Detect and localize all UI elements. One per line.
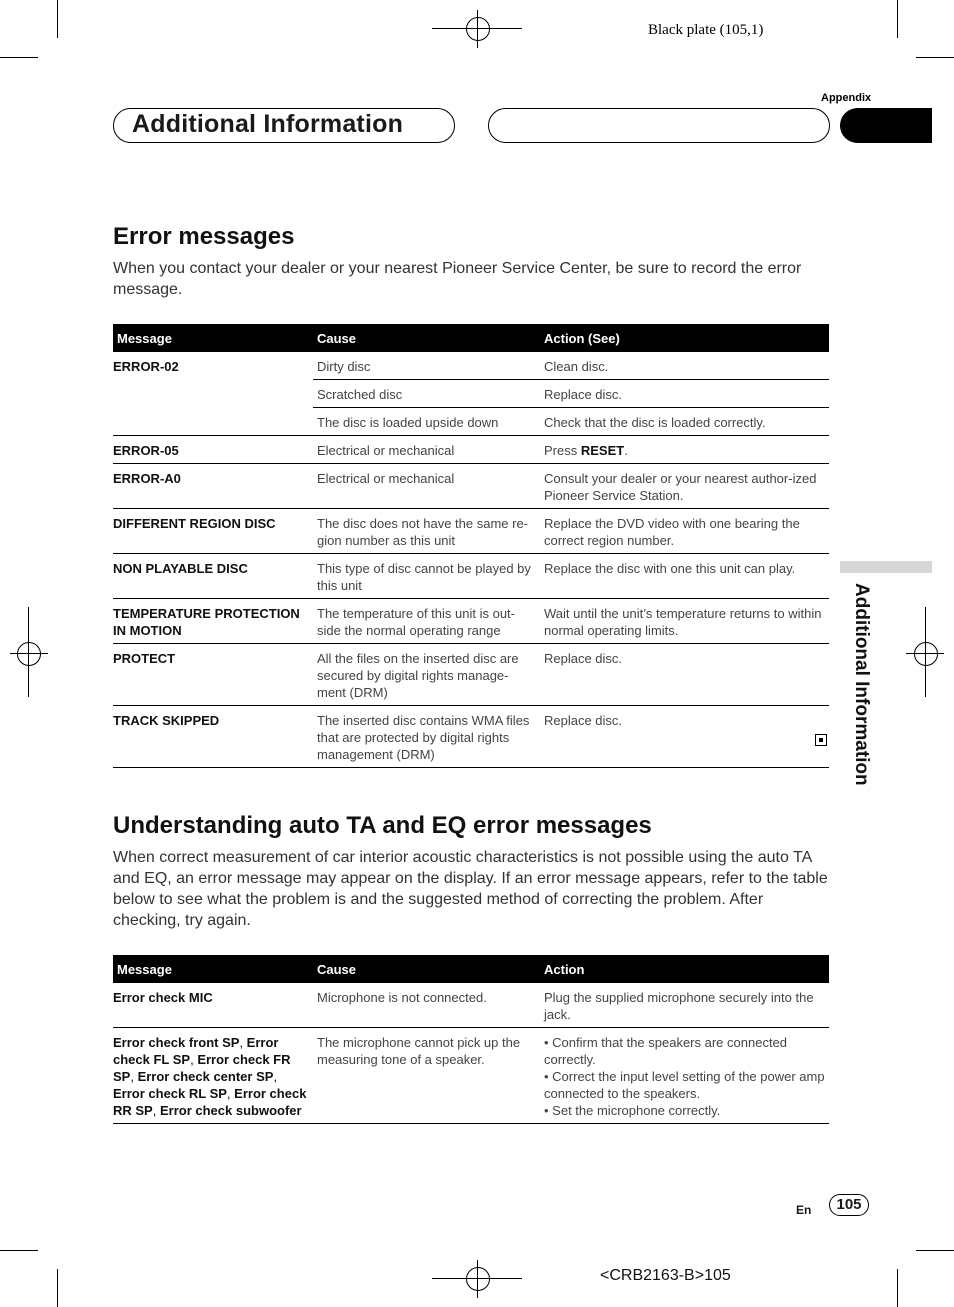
column-header: Action (See) [540, 324, 829, 352]
cause-cell: Scratched disc [313, 380, 540, 408]
error-message-name: Error check FR SP [113, 1052, 291, 1084]
registration-circle-icon [466, 1267, 490, 1291]
registration-circle-icon [17, 642, 41, 666]
table-row [113, 983, 829, 1028]
header-title: Additional Information [132, 110, 404, 138]
table-row [113, 706, 829, 768]
cause-cell: Dirty disc [313, 352, 540, 380]
auto-ta-eq-intro: When correct measurement of car interior acoustic characteristics is not possible using the auto TA and EQ, an error message may appear on the display. If an error message appears, refer to the table below to see what the problem is and the suggested method of correcting the problem. After checking, try again. [113, 849, 828, 929]
action-text: Press [544, 443, 581, 458]
auto-ta-eq-table [113, 955, 829, 1124]
message-cell: NON PLAYABLE DISC [113, 554, 313, 599]
error-message-name: Error check subwoofer [159, 1103, 302, 1118]
separator: , [226, 1086, 235, 1101]
separator: , [190, 1052, 198, 1067]
message-cell: ERROR-A0 [113, 464, 313, 509]
action-bullet: • Confirm that the speakers are connected correctly. [544, 1035, 788, 1067]
header-black-tab [840, 108, 932, 143]
column-header: Action [540, 955, 829, 983]
table-row [113, 1028, 829, 1124]
header-title-pill [113, 108, 455, 143]
table-row [113, 352, 829, 380]
action-cell: Replace disc. [540, 644, 829, 706]
action-cell: Check that the disc is loaded correctly. [540, 408, 829, 436]
end-of-section-icon [815, 734, 827, 746]
error-message-name: Error check FL SP [113, 1035, 279, 1067]
separator: , [152, 1103, 160, 1118]
action-cell: Clean disc. [540, 352, 829, 380]
crop-mark [57, 0, 58, 38]
table-row [113, 644, 829, 706]
message-cell: ERROR-02 [113, 352, 313, 436]
column-header: Message [113, 324, 313, 352]
cause-cell: Microphone is not connected. [313, 983, 540, 1028]
action-cell [540, 1028, 829, 1124]
side-tab-label: Additional Information [851, 583, 872, 786]
separator: , [273, 1069, 278, 1084]
cause-cell: The inserted disc contains WMA files that are protected by digital rights management (DRM) [313, 706, 540, 768]
crop-mark [0, 57, 38, 58]
registration-circle-icon [466, 17, 490, 41]
crop-mark [916, 1250, 954, 1251]
crop-mark [897, 0, 898, 38]
table-header-row [113, 324, 829, 352]
action-cell: Plug the supplied microphone securely into the jack. [540, 983, 829, 1028]
cause-cell: Electrical or mechanical [313, 464, 540, 509]
table-row [113, 436, 829, 464]
error-message-name: Error check center SP [137, 1069, 274, 1084]
message-cell: DIFFERENT REGION DISC [113, 509, 313, 554]
crop-mark [916, 57, 954, 58]
cause-cell: The microphone cannot pick up the measuring tone of a speaker. [313, 1028, 540, 1124]
action-bullet: • Correct the input level setting of the power amp connected to the speakers. [544, 1069, 825, 1101]
message-cell: TRACK SKIPPED [113, 706, 313, 768]
table-row [113, 464, 829, 509]
cause-cell: All the files on the inserted disc are secured by digital rights manage-ment (DRM) [313, 644, 540, 706]
action-cell: Replace disc. [540, 706, 829, 768]
language-label: En [796, 1203, 812, 1217]
action-bullet: • Set the microphone correctly. [544, 1103, 721, 1118]
action-cell: Wait until the unit’s temperature returns to within normal operating limits. [540, 599, 829, 644]
column-header: Message [113, 955, 313, 983]
error-messages-heading: Error messages [113, 223, 295, 250]
table-row [113, 554, 829, 599]
separator: , [130, 1069, 138, 1084]
message-cell: ERROR-05 [113, 436, 313, 464]
error-message-name: Error check RR SP [113, 1086, 307, 1118]
message-cell: PROTECT [113, 644, 313, 706]
registration-circle-icon [914, 642, 938, 666]
action-cell [540, 436, 829, 464]
document-code: <CRB2163-B>105 [600, 1267, 731, 1284]
cause-cell: This type of disc cannot be played by this unit [313, 554, 540, 599]
error-messages-intro: When you contact your dealer or your nearest Pioneer Service Center, be sure to record the error message. [113, 260, 802, 298]
cause-cell: Electrical or mechanical [313, 436, 540, 464]
action-cell: Consult your dealer or your nearest author-ized Pioneer Service Station. [540, 464, 829, 509]
action-text: . [624, 443, 628, 458]
message-cell: Error check MIC [113, 983, 313, 1028]
cause-cell: The disc does not have the same re-gion number as this unit [313, 509, 540, 554]
error-message-name: Error check front SP [113, 1035, 240, 1050]
page-number: 105 [829, 1194, 869, 1216]
cause-cell: The temperature of this unit is out-side the normal operating range [313, 599, 540, 644]
separator: , [239, 1035, 247, 1050]
crop-mark [897, 1269, 898, 1307]
auto-ta-eq-heading: Understanding auto TA and EQ error messages [113, 812, 652, 839]
error-message-name: Error check RL SP [113, 1086, 227, 1101]
column-header: Cause [313, 324, 540, 352]
column-header: Cause [313, 955, 540, 983]
crop-mark [57, 1269, 58, 1307]
message-cell [113, 1028, 313, 1124]
error-messages-table [113, 324, 829, 768]
table-header-row [113, 955, 829, 983]
table-row [113, 599, 829, 644]
header-empty-pill [488, 108, 830, 143]
side-tab-bar [840, 561, 932, 573]
cause-cell: The disc is loaded upside down [313, 408, 540, 436]
appendix-label: Appendix [821, 92, 872, 104]
table-row [113, 509, 829, 554]
action-cell: Replace disc. [540, 380, 829, 408]
plate-label: Black plate (105,1) [648, 22, 764, 38]
crop-mark [0, 1250, 38, 1251]
action-cell: Replace the DVD video with one bearing the correct region number. [540, 509, 829, 554]
reset-key-label: RESET [580, 443, 625, 458]
action-cell: Replace the disc with one this unit can play. [540, 554, 829, 599]
message-cell: TEMPERATURE PROTECTION IN MOTION [113, 599, 313, 644]
